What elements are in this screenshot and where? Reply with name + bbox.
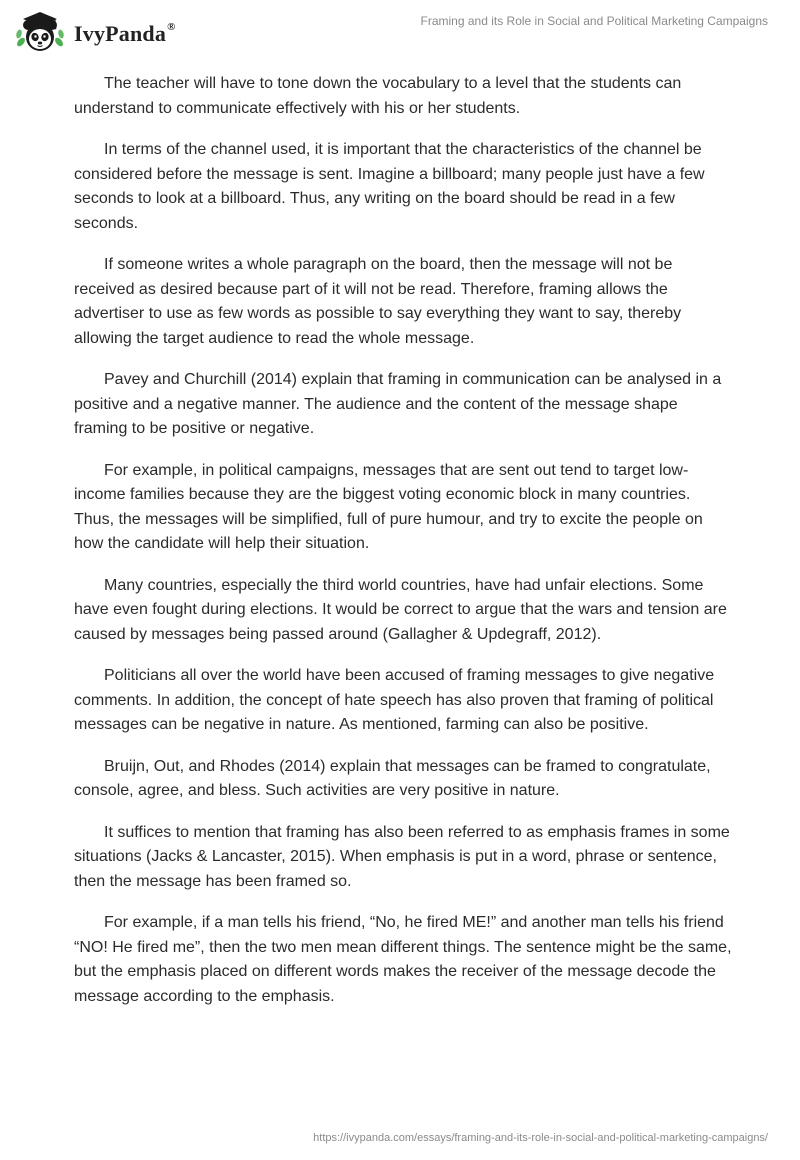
paragraph: For example, if a man tells his friend, “No, he fired ME!” and another man tells his friend “NO! He fired me”, then the two men mean different things. The sentence might be the same, but the emphasis placed on different words makes the receiver of the message decode the message according to the emphasis. [74, 914, 732, 1005]
page-header [0, 0, 800, 64]
brand-name-text: IvyPanda [74, 21, 167, 46]
paragraph: Bruijn, Out, and Rhodes (2014) explain that messages can be framed to congratulate, console, agree, and bless. Such activities are very positive in nature. [74, 757, 711, 799]
paragraph: Many countries, especially the third world countries, have had unfair elections. Some have even fought during elections. It would be correct to argue that the wars and tension are caused by messages being passed around (Gallagher & Updegraff, 2012). [74, 576, 727, 643]
paragraph: If someone writes a whole paragraph on the board, then the message will not be received as desired because part of it will not be read. Therefore, framing allows the advertiser to use as few words as possible to say everything they want to say, thereby allowing the target audience to read the whole message. [74, 256, 682, 347]
paragraph: The teacher will have to tone down the vocabulary to a level that the students can understand to communicate effectively with his or her students. [74, 75, 682, 117]
paragraph: For example, in political campaigns, messages that are sent out tend to target low-income families because they are the biggest voting economic block in many countries. Thus, the messages will be simplified, full of pure humour, and try to excite the people on how the candidate will help their situation. [74, 461, 703, 552]
paragraph: Pavey and Churchill (2014) explain that framing in communication can be analysed in a positive and a negative manner. The audience and the content of the message shape framing to be positive or negative. [74, 371, 722, 437]
essay-body [74, 72, 734, 1026]
paragraph: In terms of the channel used, it is important that the characteristics of the channel be considered before the message is sent. Imagine a billboard; many people just have a few seconds to look at a billboard. Thus, any writing on the board should be read in a few seconds. [74, 141, 705, 232]
paragraph: Politicians all over the world have been accused of framing messages to give negative comments. In addition, the concept of hate speech has also proven that framing of political messages can be negative in nature. As mentioned, farming can also be positive. [74, 667, 715, 733]
brand-name [74, 21, 176, 47]
ivypanda-logo[interactable] [14, 9, 176, 57]
registered-mark: ® [167, 20, 176, 33]
document-title: Framing and its Role in Social and Political Marketing Campaigns [420, 14, 768, 28]
source-url-link[interactable]: https://ivypanda.com/essays/framing-and-its-role-in-social-and-political-marketing-campaigns/ [313, 1132, 768, 1144]
paragraph: It suffices to mention that framing has also been referred to as emphasis frames in some situations (Jacks & Lancaster, 2015). When emphasis is put in a word, phrase or sentence, then the message has been framed so. [74, 823, 730, 890]
panda-graduation-cap-logo-icon [14, 9, 66, 57]
